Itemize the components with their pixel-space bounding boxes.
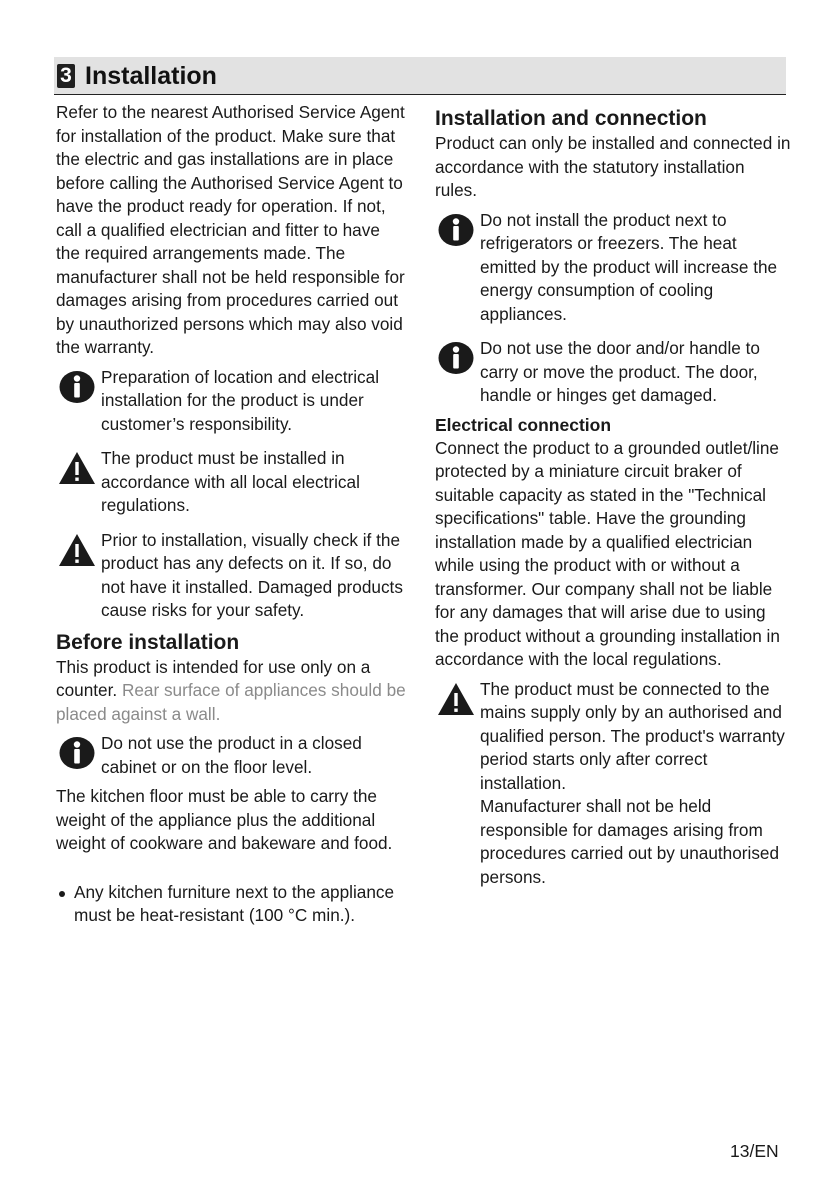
rear-surface-text: Rear surface of appliances should be placed against a wall. <box>56 680 406 724</box>
intro-paragraph: Refer to the nearest Authorised Service Agent for installation of the product. Make sure that the electric and gas installations are in place before calling the Authorised Service Agent to have the product ready for operation. If not, call a qualified electrician and fitter to have the required arrangements made. The manufacturer shall not be held responsible for damages arising from procedures carried out by unauthorized persons which may also void the warranty. <box>56 102 405 357</box>
warning-manufacturer-text: Manufacturer shall not be held responsible for damages arising from procedures carried out by unauthorised persons. <box>480 796 780 887</box>
electrical-connection-heading: Electrical connection <box>435 414 612 435</box>
left-column <box>56 101 406 928</box>
right-column <box>435 101 791 900</box>
warning-check-text: Prior to installation, visually check if the product has any defects on it. If so, do not have it installed. Damaged products cause risks for your safety. <box>101 529 403 620</box>
electrical-paragraph: Connect the product to a grounded outlet/line protected by a miniature circuit braker of suitable capacity as stated in the "Technical specifications" table. Have the grounding installation made by a qualified electrician while using the product with or without a transformer. Our company shall not be liable for any damages that will arise due to using the product without a grounding installation in accordance with the local regulations. <box>435 437 780 669</box>
note-preparation-text: Preparation of location and electrical installation for the product is under customer’s responsibility. <box>101 366 380 434</box>
note-refrigerators <box>435 209 791 327</box>
list-item <box>56 881 406 928</box>
chapter-title: Installation <box>85 62 217 90</box>
warning-local-regulations <box>56 447 406 518</box>
warning-icon <box>437 682 475 716</box>
info-icon <box>58 736 96 770</box>
counter-use-text: This product is intended for use only on a counter. <box>56 656 371 700</box>
note-refrigerators-text: Do not install the product next to refrigerators or freezers. The heat emitted by the product will increase the energy consumption of cooling appliances. <box>480 209 778 324</box>
info-icon <box>437 213 475 247</box>
note-preparation <box>56 366 406 437</box>
connection-paragraph: Product can only be installed and connected in accordance with the statutory installation rules. <box>435 133 791 200</box>
page-number: 13/EN <box>730 1141 779 1161</box>
warning-icon <box>58 451 96 485</box>
warning-local-text: The product must be installed in accordance with all local electrical regulations. <box>101 448 360 515</box>
info-icon <box>58 370 96 404</box>
chapter-number: 3 <box>57 64 75 88</box>
info-icon <box>437 341 475 375</box>
note-door-text: Do not use the door and/or handle to carry or move the product. The door, handle or hinges get damaged. <box>480 338 760 405</box>
installation-connection-heading: Installation and connection <box>435 107 707 130</box>
floor-paragraph: The kitchen floor must be able to carry the weight of the appliance plus the additional weight of cookware and bakeware and food. <box>56 786 393 853</box>
before-installation-text <box>56 656 406 727</box>
note-door <box>435 337 791 408</box>
warning-icon <box>58 533 96 567</box>
note-cabinet-text: Do not use the product in a closed cabinet or on the floor level. <box>101 733 362 777</box>
note-cabinet <box>56 732 406 779</box>
warning-mains-text: The product must be connected to the mains supply only by an authorised and qualified person. The product's warranty period starts only after correct installation. <box>480 678 785 793</box>
bullet-dot <box>59 891 65 897</box>
warning-visual-check <box>56 529 406 623</box>
warning-mains <box>435 678 791 890</box>
before-installation-heading: Before installation <box>56 630 240 654</box>
chapter-header <box>54 57 786 95</box>
bullet-furniture-text: Any kitchen furniture next to the appliance must be heat-resistant (100 °C min.). <box>74 881 395 925</box>
